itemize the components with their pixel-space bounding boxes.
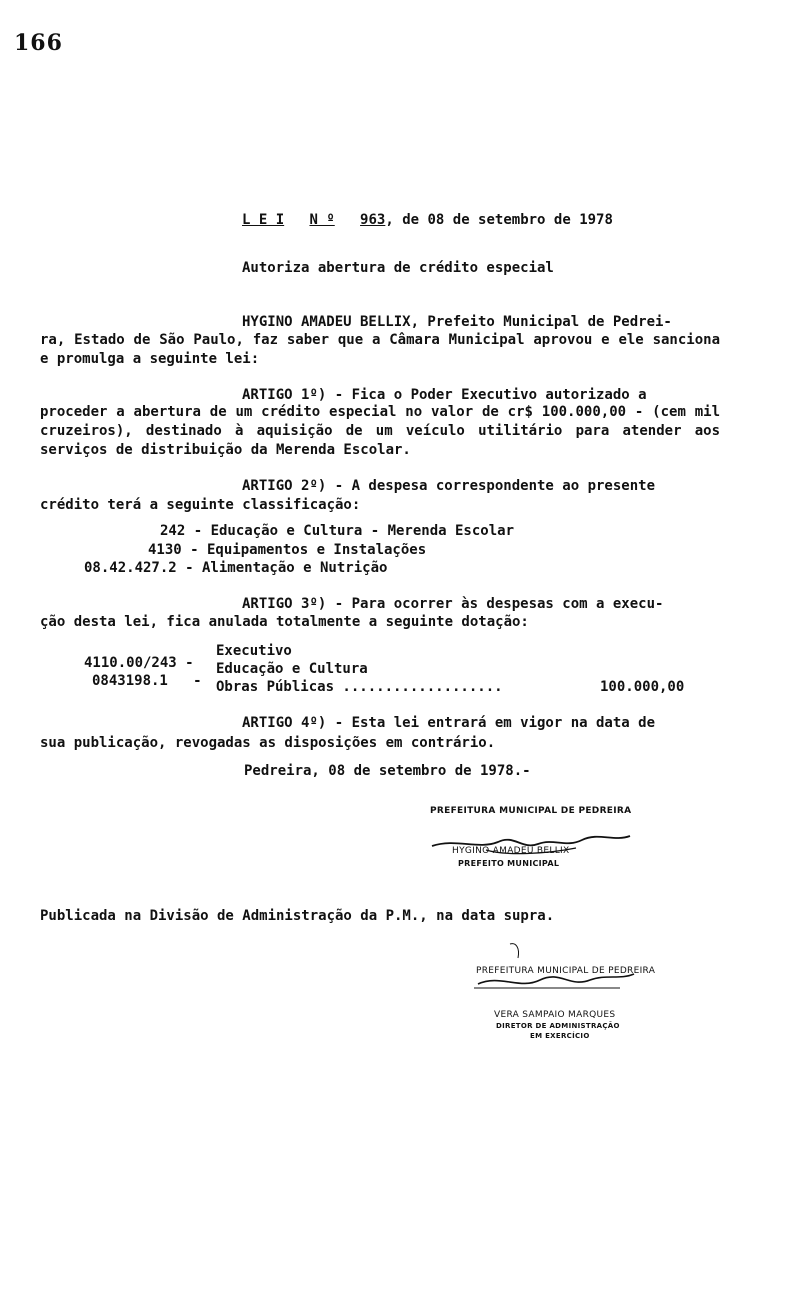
signature2-note: EM EXERCÍCIO <box>530 1032 590 1040</box>
classificacao-item: 242 - Educação e Cultura - Merenda Escolar <box>160 523 515 539</box>
dotacao-code: 4110.00/243 - <box>84 655 194 671</box>
artigo2-text: crédito terá a seguinte classificação: <box>40 497 361 513</box>
artigo4-text: sua publicação, revogadas as disposições em contrário. <box>40 735 496 751</box>
dotacao-item: Executivo <box>216 643 292 659</box>
signature2-scribble <box>470 940 640 990</box>
law-title-lei: L E I <box>242 212 285 228</box>
publication-note: Publicada na Divisão de Administração da P.M., na data supra. <box>40 908 555 924</box>
signature1-org: PREFEITURA MUNICIPAL DE PEDREIRA <box>430 806 632 816</box>
preamble-text: ra, Estado de São Paulo, faz saber que a Câmara Municipal aprovou e ele sanciona e promulga a seguinte lei: <box>40 332 720 367</box>
artigo4-heading: ARTIGO 4º) - Esta lei entrará em vigor na data de <box>242 715 656 731</box>
artigo3-text: ção desta lei, fica anulada totalmente a seguinte dotação: <box>40 614 529 630</box>
classificacao-item: 08.42.427.2 - Alimentação e Nutrição <box>84 560 388 576</box>
artigo2-heading: ARTIGO 2º) - A despesa correspondente ao presente <box>242 478 656 494</box>
page-number: 166 <box>14 30 63 56</box>
dotacao-valor: 100.000,00 <box>600 679 685 695</box>
artigo1-heading: ARTIGO 1º) - Fica o Poder Executivo autorizado a <box>242 387 647 403</box>
preamble-first-line: HYGINO AMADEU BELLIX, Prefeito Municipal de Pedrei- <box>242 314 672 330</box>
dotacao-code: 0843198.1 - <box>92 673 202 689</box>
law-title <box>242 211 613 229</box>
law-subtitle: Autoriza abertura de crédito especial <box>242 260 554 276</box>
signature1-role: PREFEITO MUNICIPAL <box>458 859 560 868</box>
closing-date: Pedreira, 08 de setembro de 1978.- <box>244 763 531 779</box>
signature1-name: HYGINO AMADEU BELLIX <box>452 846 570 856</box>
signature2-name: VERA SAMPAIO MARQUES <box>494 1010 616 1020</box>
dotacao-item: Educação e Cultura <box>216 661 368 677</box>
signature2-role: DIRETOR DE ADMINISTRAÇÃO <box>496 1022 620 1030</box>
artigo1-text: proceder a abertura de um crédito especial no valor de cr$ 100.000,00 - (cem mil cruzeiros), destinado à aquisição de um veículo utilitário para atender aos serviços de distribuição da Merenda Escolar. <box>40 404 720 458</box>
dotacao-item: Obras Públicas ................... <box>216 679 503 695</box>
law-title-date: , de 08 de setembro de 1978 <box>385 212 613 228</box>
law-title-numero: 963 <box>360 212 386 228</box>
signature2-org: PREFEITURA MUNICIPAL DE PEDREIRA <box>476 966 656 976</box>
law-title-numero-label: N º <box>309 212 335 228</box>
artigo3-heading: ARTIGO 3º) - Para ocorrer às despesas com a execu- <box>242 596 664 612</box>
classificacao-item: 4130 - Equipamentos e Instalações <box>148 542 427 558</box>
